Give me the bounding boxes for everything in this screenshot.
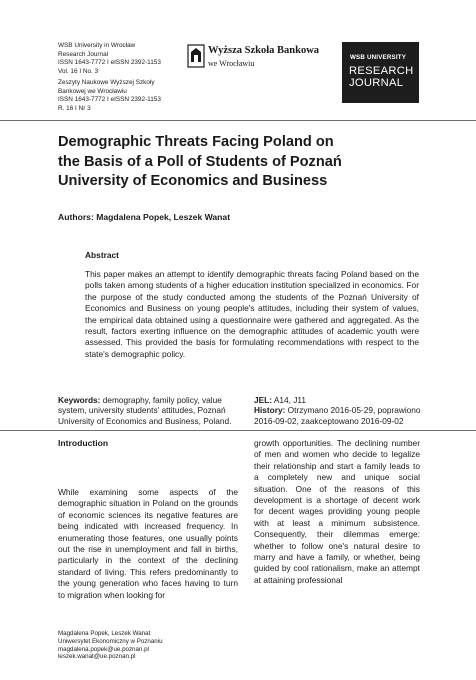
university-logo — [187, 42, 320, 72]
journal-volume: R. 16 I Nr 3 — [58, 104, 91, 112]
authors: Authors: Magdalena Popek, Leszek Wanat — [58, 212, 231, 222]
section-divider — [0, 430, 476, 431]
journal-info-en — [58, 42, 161, 76]
title-line: the Basis of a Poll of Students of Poznań — [58, 153, 342, 170]
abstract-heading: Abstract — [85, 250, 119, 260]
article-title — [58, 133, 378, 192]
logo-name: Wyższa Szkoła Bankowa — [208, 45, 320, 56]
title-line: Demographic Threats Facing Poland on — [58, 134, 334, 150]
history-label: History: — [254, 405, 286, 416]
author-affiliation — [58, 630, 163, 661]
jel-label: JEL: — [254, 395, 272, 405]
introduction-column-1: While examining some aspects of the demographic situation in Poland on the grounds of economic sciences its negative features are being indicated with increased frequency. In enumerating those features, one usually points out the rise in unemployment and fall in births, particularly in the context of the declining standard of living. This refers predominantly to the young generation who faces having to turn to migration when looking for — [58, 487, 238, 600]
title-line: University of Economics and Business — [58, 173, 328, 190]
abstract-text: This paper makes an attempt to identify demographic threats facing Poland based on the polls taken among students of a higher education institution specialized in economics. For the purpose of the study conducted among the students of the Poznań University of Economics and Business on young people's attitudes, including their system of values, the empirical data obtained using a questionnaire were gathered and aggregated. As the result, factors exerting influence on the demographic attitudes of academic youth were assessed. This provided the basis for formulating recommendations with respect to the state's demographic policy. — [85, 269, 419, 359]
jel-codes: A14, J11 — [273, 395, 306, 405]
header-divider — [0, 120, 476, 121]
logo-subtitle: we Wrocławiu — [208, 59, 255, 68]
journal-issn: ISSN 1643-7772 I eISSN 2392-1153 — [58, 96, 161, 104]
crest-icon — [187, 44, 205, 68]
footer-email: leszek.wanat@ue.poznan.pl — [58, 653, 136, 661]
journal-line: WSB University in Wrocław — [58, 42, 136, 49]
footer-line: Magdalena Popek, Leszek Wanat — [58, 630, 151, 637]
journal-issn: ISSN 1643-7772 I eISSN 2392-1153 — [58, 59, 161, 67]
classification-block — [254, 395, 424, 426]
introduction-column-2: growth opportunities. The declining number of men and women who decide to legalize their relationship and start a family leads to a completely new and unique social situation. One of the reasons of this development is a shortage of decent work for decent wages providing young people with at least a minimum subsistence. Consequently, their dilemmas emerge: whether to follow one's natural desire to marry and have a family, or whether, being guided by cool rationalism, make an attempt at attaining professional — [254, 438, 420, 585]
journal-volume: Vol. 16 I No. 3 — [58, 67, 99, 75]
keywords-text: demography, family policy, value system, university students' attitudes, Poznań University of Economics and Business, Poland. — [58, 395, 232, 426]
history-text: Otrzymano 2016-05-29, poprawiono 2016-09-02, zaakceptowano 2016-09-02 — [254, 405, 421, 426]
keywords-label: Keywords: — [58, 395, 101, 405]
jel-row — [254, 395, 424, 405]
badge-journal: JOURNAL — [349, 77, 404, 89]
introduction-heading: Introduction — [58, 438, 109, 448]
journal-info-pl — [58, 79, 161, 113]
badge-research: RESEARCH — [349, 65, 414, 77]
journal-line: Zeszyty Naukowe Wyższej Szkoły — [58, 79, 155, 86]
footer-line: Uniwersytet Ekonomiczny w Poznaniu — [58, 637, 163, 645]
journal-line: Research Journal — [58, 50, 109, 58]
journal-line: Bankowej we Wrocławiu — [58, 87, 127, 95]
footer-email: magdalena.popek@ue.poznan.pl — [58, 645, 149, 653]
keywords-block — [58, 395, 238, 426]
badge-line-2 — [349, 65, 414, 89]
badge-line-1: WSB UNIVERSITY — [350, 54, 407, 61]
research-journal-badge — [342, 42, 419, 103]
history-row — [254, 405, 424, 426]
